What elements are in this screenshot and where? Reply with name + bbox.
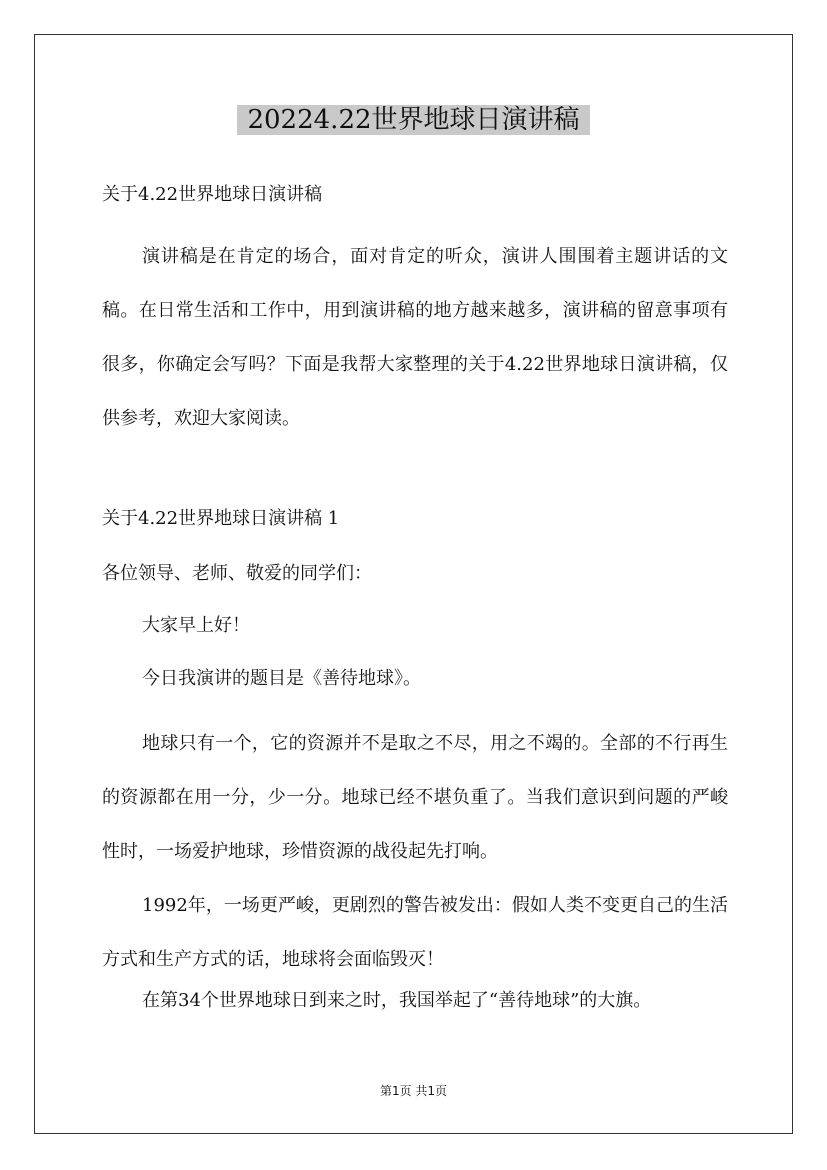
intro-paragraph: 演讲稿是在肯定的场合，面对肯定的听众，演讲人围围着主题讲话的文稿。在日常生活和工作中，用到演讲稿的地方越来越多，演讲稿的留意事项有很多，你确定会写吗？下面是我帮大家整理的关于4.22世界地球日演讲稿，仅供参考，欢迎大家阅读。 [102,246,728,429]
salutation: 各位领导、老师、敬爱的同学们： [102,563,372,584]
body-paragraph-1: 大家早上好！ [142,615,250,636]
document-title [0,100,827,140]
document-title-text: 20224.22世界地球日演讲稿 [237,105,589,135]
body-paragraph-3: 地球只有一个，它的资源并不是取之不尽，用之不竭的。全部的不行再生的资源都在用一分，少一分。地球已经不堪负重了。当我们意识到问题的严峻性时，一场爱护地球，珍惜资源的战役起先打响。 [102,733,728,862]
document-subtitle: 关于4.22世界地球日演讲稿 [102,184,323,205]
body-paragraph-5: 在第34个世界地球日到来之时，我国举起了“善待地球”的大旗。 [142,990,652,1011]
body-paragraph-4: 1992年，一场更严峻，更剧烈的警告被发出：假如人类不变更自己的生活方式和生产方式的话，地球将会面临毁灭！ [102,895,728,970]
page-footer: 第1页 共1页 [379,1084,448,1098]
section-heading: 关于4.22世界地球日演讲稿 1 [102,508,340,529]
body-paragraph-2: 今日我演讲的题目是《善待地球》。 [142,668,421,689]
